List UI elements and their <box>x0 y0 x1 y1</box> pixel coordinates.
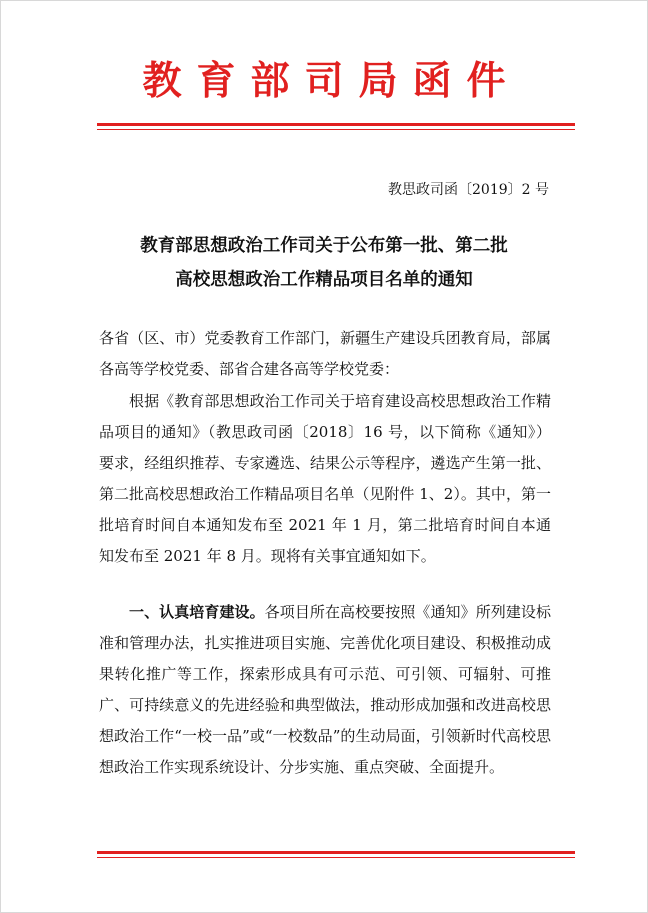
section-1-heading: 一、认真培育建设。 <box>129 603 265 621</box>
footer-rule-thick <box>97 851 575 854</box>
document-number: 教思政司函〔2019〕2 号 <box>388 182 549 198</box>
addressee: 各省（区、市）党委教育工作部门，新疆生产建设兵团教育局，部属各高等学校党委、部省合建各高等学校党委： <box>99 329 551 378</box>
footer-rule-thin <box>97 857 575 858</box>
letterhead-title: 教育部司局函件 <box>142 58 521 104</box>
paragraph-intro: 根据《教育部思想政治工作司关于培育建设高校思想政治工作精品项目的通知》（教思政司函〔2018〕16 号，以下简称《通知》）要求，经组织推荐、专家遴选、结果公示等程序，遴选产生第一批、第二批高校思想政治工作精品项目名单（见附件 1、2）。其中，第一批培育时间自本通知发布至 2021 年 1 月，第二批培育时间自本通知发布至 2021 年 8 月。现将有关事宜通知如下。 <box>99 392 551 565</box>
section-1 <box>99 597 551 783</box>
notice-title-line-1: 教育部思想政治工作司关于公布第一批、第二批 <box>140 236 508 256</box>
letterhead-rule-thick <box>97 123 575 126</box>
notice-title-line-2: 高校思想政治工作精品项目名单的通知 <box>175 270 473 290</box>
section-1-text: 各项目所在高校要按照《通知》所列建设标准和管理办法，扎实推进项目实施、完善优化项目建设、积极推动成果转化推广等工作，探索形成具有可示范、可引领、可辐射、可推广、可持续意义的先进经验和典型做法，推动形成加强和改进高校思想政治工作“一校一品”或“一校数品”的生动局面，引领新时代高校思想政治工作实现系统设计、分步实施、重点突破、全面提升。 <box>99 603 551 776</box>
letterhead-rule-thin <box>97 129 575 130</box>
